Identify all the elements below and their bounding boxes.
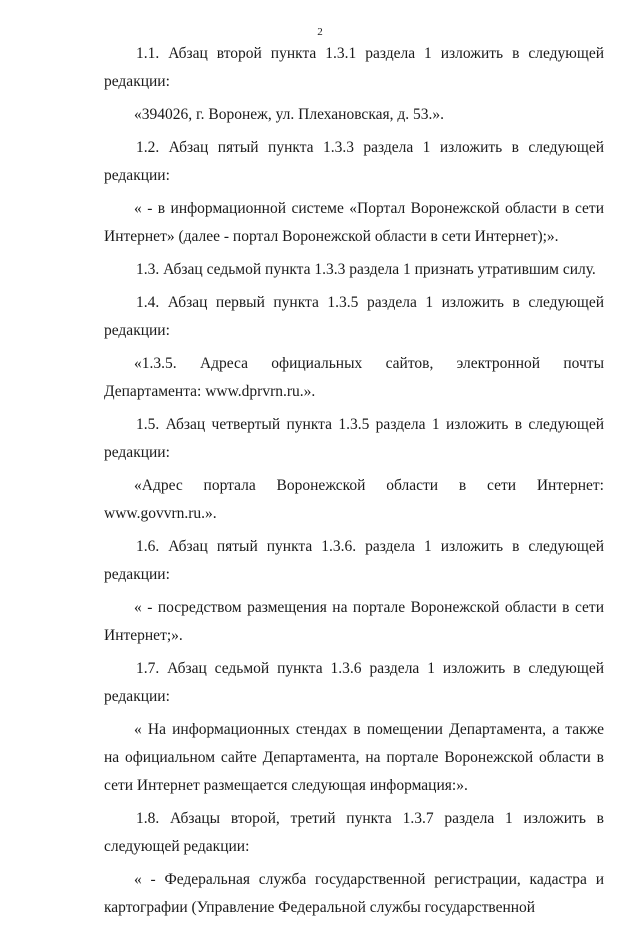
- paragraph-1-6-text: « - посредством размещения на портале Воронежской области в сети Интернет;».: [104, 599, 604, 644]
- paragraph-1-8-text: « - Федеральная служба государственной регистрации, кадастра и картографии (Управление Федеральной службы государственной: [104, 871, 604, 916]
- paragraph-1-7: 1.7. Абзац седьмой пункта 1.3.6 раздела 1 изложить в следующей редакции:: [104, 660, 604, 705]
- paragraph-1-1: 1.1. Абзац второй пункта 1.3.1 раздела 1 изложить в следующей редакции:: [104, 45, 604, 90]
- paragraph-1-7-text: « На информационных стендах в помещении Департамента, а также на официальном сайте Департамента, на портале Воронежской области в сети Интернет размещается следующая информация:».: [104, 721, 604, 794]
- page-number: 2: [317, 26, 323, 38]
- paragraph-1-3: 1.3. Абзац седьмой пункта 1.3.3 раздела 1 признать утратившим силу.: [136, 261, 596, 278]
- paragraph-1-6: 1.6. Абзац пятый пункта 1.3.6. раздела 1 изложить в следующей редакции:: [104, 538, 604, 583]
- paragraph-1-4-text: «1.3.5. Адреса официальных сайтов, электронной почты Департамента: www.dprvrn.ru.».: [104, 355, 604, 400]
- paragraph-1-5: 1.5. Абзац четвертый пункта 1.3.5 раздела 1 изложить в следующей редакции:: [104, 416, 604, 461]
- paragraph-1-2: 1.2. Абзац пятый пункта 1.3.3 раздела 1 изложить в следующей редакции:: [104, 139, 604, 184]
- paragraph-1-5-text: «Адрес портала Воронежской области в сети Интернет: www.govvrn.ru.».: [104, 477, 604, 522]
- document-body: [104, 40, 604, 927]
- paragraph-1-1-text: «394026, г. Воронеж, ул. Плехановская, д. 53.».: [134, 106, 445, 123]
- paragraph-1-2-text: « - в информационной системе «Портал Воронежской области в сети Интернет» (далее - портал Воронежской области в сети Интернет);».: [104, 200, 604, 245]
- paragraph-1-8: 1.8. Абзацы второй, третий пункта 1.3.7 раздела 1 изложить в следующей редакции:: [104, 810, 604, 855]
- paragraph-1-4: 1.4. Абзац первый пункта 1.3.5 раздела 1 изложить в следующей редакции:: [104, 294, 604, 339]
